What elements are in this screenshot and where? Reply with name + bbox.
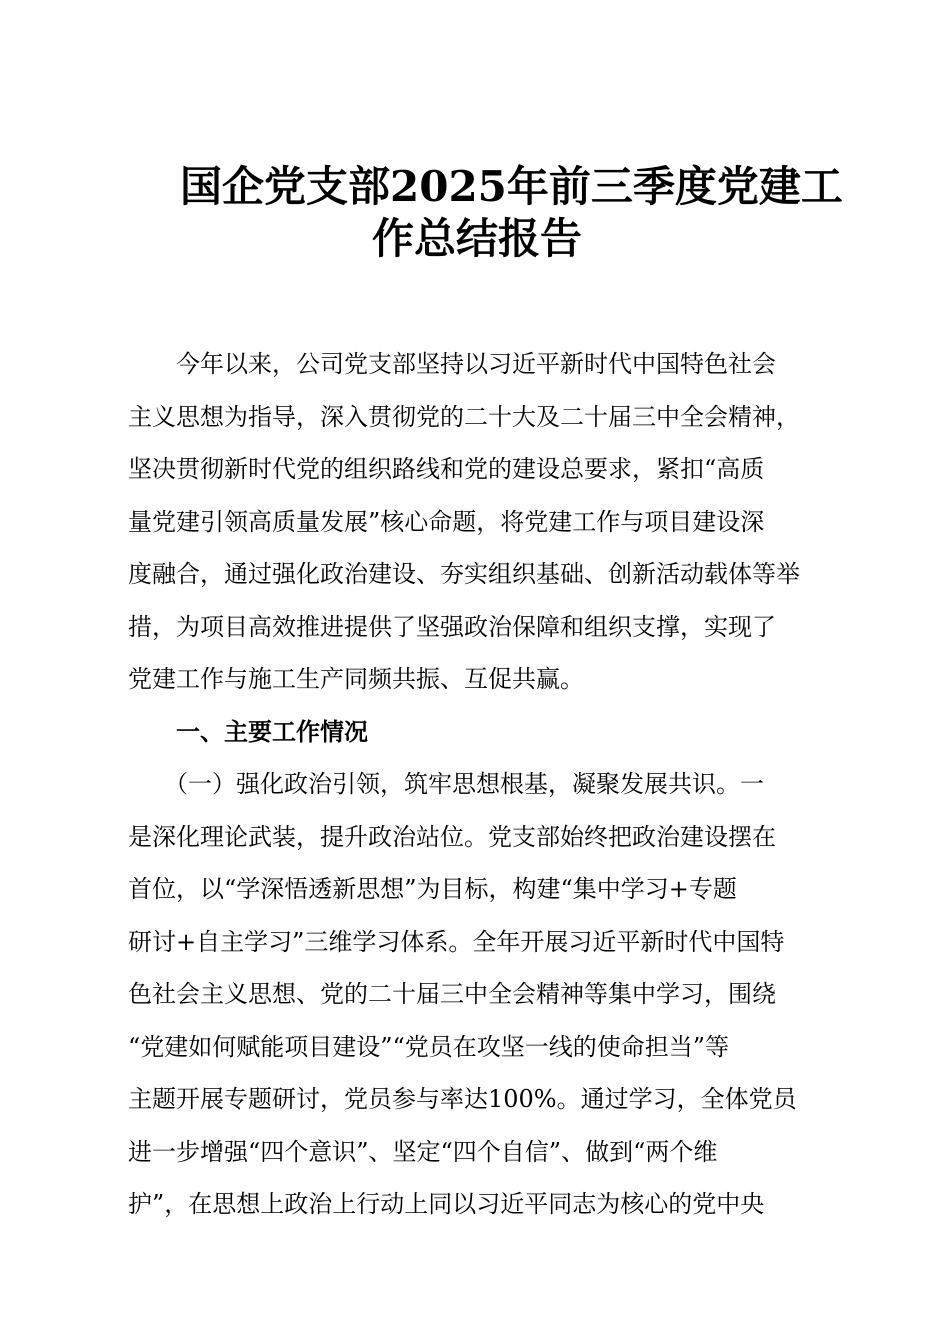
paragraph-line: 进一步增强“四个意识”、坚定“四个自信”、做到“两个维 [128, 1138, 718, 1166]
paragraph-line: 是深化理论武装，提升政治站位。党支部始终把政治建设摆在 [128, 823, 776, 851]
paragraph-line: 量党建引领高质量发展”核心命题，将党建工作与项目建设深 [128, 508, 765, 536]
paragraph-line: 色社会主义思想、党的二十届三中全会精神等集中学习，围绕 [128, 980, 776, 1008]
section-heading: 一、主要工作情况 [128, 718, 368, 746]
document-title-line-1: 国企党支部2025年前三季度党建工 [180, 162, 843, 211]
paragraph-line: 研讨+自主学习”三维学习体系。全年开展习近平新时代中国特 [128, 928, 785, 956]
paragraph-line: 度融合，通过强化政治建设、夯实组织基础、创新活动载体等举 [128, 560, 800, 588]
paragraph-line: 坚决贯彻新时代党的组织路线和党的建设总要求，紧扣“高质 [128, 455, 765, 483]
paragraph-line: 护”，在思想上政治上行动上同以习近平同志为核心的党中央 [128, 1190, 765, 1218]
paragraph-line: （一）强化政治引领，筑牢思想根基，凝聚发展共识。一 [128, 770, 764, 798]
document-title-line-2: 作总结报告 [372, 214, 583, 263]
paragraph-line: 措，为项目高效推进提供了坚强政治保障和组织支撑，实现了 [128, 613, 776, 641]
paragraph-line: 主题开展专题研讨，党员参与率达100%。通过学习，全体党员 [128, 1085, 797, 1113]
paragraph-line: 党建工作与施工生产同频共振、互促共赢。 [128, 665, 584, 693]
paragraph-line: 主义思想为指导，深入贯彻党的二十大及二十届三中全会精神， [128, 403, 800, 431]
paragraph-line: 首位，以“学深悟透新思想”为目标，构建“集中学习+专题 [128, 875, 737, 903]
paragraph-line: 今年以来，公司党支部坚持以习近平新时代中国特色社会 [128, 350, 776, 378]
paragraph-line: “党建如何赋能项目建设”“党员在攻坚一线的使命担当”等 [128, 1033, 730, 1061]
